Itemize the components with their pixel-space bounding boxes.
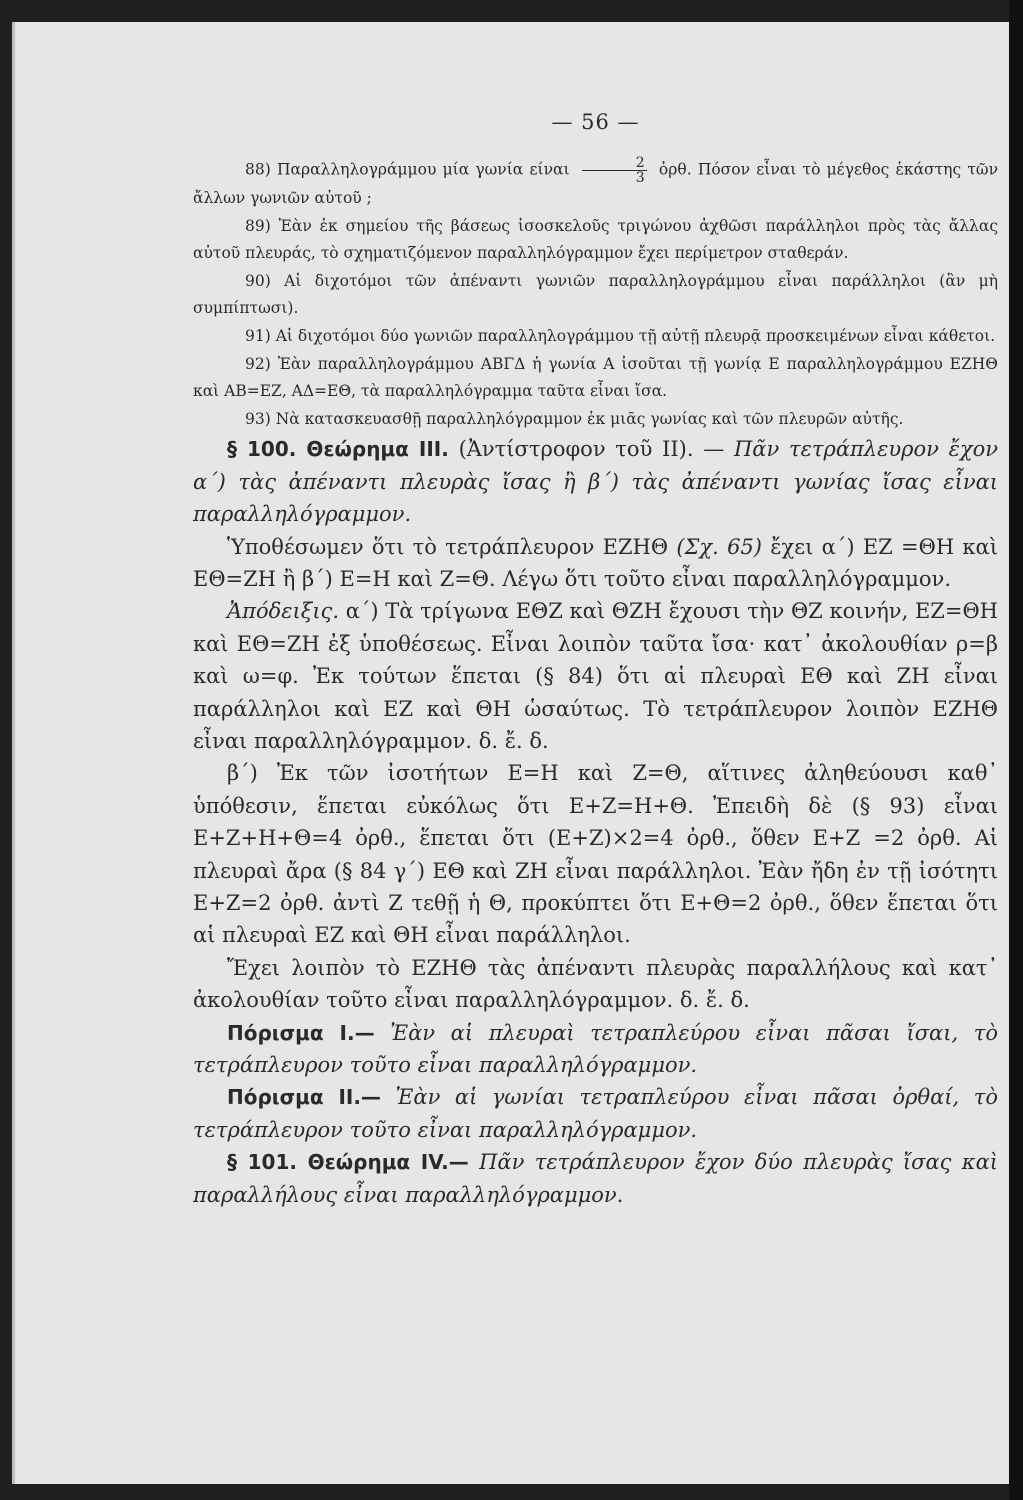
page-text: [193, 100, 998, 1211]
scan-edge: [1009, 0, 1023, 1500]
theorem-statement: Πᾶν τετράπλευρον ἔχον α΄) τὰς ἀπέναντι πλευρὰς ἴσας ἢ β΄) τὰς ἀπέναντι γωνίας ἴσας εἶναι παραλληλόγραμμον.: [193, 437, 999, 527]
exercise-91: 91) Αἱ διχοτόμοι δύο γωνιῶν παραλληλογράμμου τῇ αὐτῇ πλευρᾷ προσκειμένων εἶναι κάθετοι.: [245, 326, 996, 345]
corollary-2: [193, 1081, 998, 1146]
theorem-statement: Πᾶν τετράπλευρον ἔχον δύο πλευρὰς ἴσας καὶ παραλλήλους εἶναι παραλληλόγραμμον.: [193, 1150, 998, 1207]
exercise-93: 93) Νὰ κατασκευασθῇ παραλληλόγραμμον ἐκ μιᾶς γωνίας καὶ τῶν πλευρῶν αὐτῆς.: [245, 409, 904, 428]
corollary-1: [193, 1017, 998, 1082]
theorem-100-heading: [193, 433, 998, 530]
figure-reference: (Σχ. 65): [676, 534, 762, 559]
exercises: [193, 156, 998, 433]
page-number: — 56 —: [551, 110, 640, 134]
section-subtitle: (Ἀντίστροφον τοῦ II). —: [458, 437, 725, 462]
exercise-text: ὀρθ. Πόσον εἶναι τὸ μέγεθος ἑκάστης τῶν ἄλλων γωνιῶν αὐτοῦ ;: [193, 160, 998, 207]
section-label: § 101. Θεώρημα IV.—: [227, 1150, 469, 1175]
theorem-101-heading: [193, 1146, 998, 1211]
paragraph-proof-b: β΄) Ἐκ τῶν ἰσοτήτων Ε=Η καὶ Ζ=Θ, αἵτινες ἀληθεύουσι καθ᾽ ὑπόθεσιν, ἕπεται εὐκόλως ὅτι Ε+Ζ=Η+Θ. Ἐπειδὴ δὲ (§ 93) εἶναι Ε+Ζ+Η+Θ=4 ὀρθ., ἕπεται ὅτι (Ε+Ζ)×2=4 ὀρθ., ὅθεν Ε+Ζ =2 ὀρθ. Αἱ πλευραὶ ἄρα (§ 84 γ΄) ΕΘ καὶ ΖΗ εἶναι παράλληλοι. Ἐὰν ἤδη ἐν τῇ ἰσότητι Ε+Ζ=2 ὀρθ. ἀντὶ Ζ τεθῇ ἡ Θ, προκύπτει ὅτι Ε+Θ=2 ὀρθ., ὅθεν ἕπεται ὅτι αἱ πλευραὶ ΕΖ καὶ ΘΗ εἶναι παράλληλοι.: [193, 761, 998, 948]
fraction-denominator: 3: [635, 170, 645, 186]
fraction-numerator: 2: [582, 156, 647, 171]
exercise-89: 89) Ἐὰν ἐκ σημείου τῆς βάσεως ἰσοσκελοῦς τριγώνου ἀχθῶσι παράλληλοι πρὸς τὰς ἄλλας αὐτοῦ πλευράς, τὸ σχηματιζόμενον παραλληλόγραμμον ἔχει περίμετρον σταθεράν.: [193, 216, 998, 263]
exercise-90: 90) Αἱ διχοτόμοι τῶν ἀπέναντι γωνιῶν παραλληλογράμμου εἶναι παράλληλοι (ἂν μὴ συμπίπτωσι).: [193, 271, 998, 318]
paragraph-proof: [193, 595, 998, 757]
exercise-92: 92) Ἐὰν παραλληλογράμμου ΑΒΓΔ ἡ γωνία Α ἰσοῦται τῇ γωνίᾳ Ε παραλληλογράμμου ΕΖΗΘ καὶ ΑΒ=ΕΖ, ΑΔ=ΕΘ, τὰ παραλληλόγραμμα ταῦτα εἶναι ἴσα.: [193, 354, 998, 401]
corollary-label: Πόρισμα II.—: [227, 1085, 381, 1110]
paragraph-text: Ὑποθέσωμεν ὅτι τὸ τετράπλευρον ΕΖΗΘ: [227, 534, 669, 559]
theorem-section: [193, 433, 998, 1211]
paragraph-text: α΄) Τὰ τρίγωνα ΕΘΖ καὶ ΘΖΗ ἔχουσι τὴν ΘΖ κοινήν, ΕΖ=ΘΗ καὶ ΕΘ=ΖΗ ἐξ ὑποθέσεως. Εἶναι λοιπὸν ταῦτα ἴσα· κατ᾽ ἀκολουθίαν ρ=β καὶ ω=φ. Ἐκ τούτων ἕπεται (§ 84) ὅτι αἱ πλευραὶ ΕΘ καὶ ΖΗ εἶναι παράλληλοι καὶ ΕΖ καὶ ΘΗ ὡσαύτως. Τὸ τετράπλευρον λοιπὸν ΕΖΗΘ εἶναι παραλληλόγραμμον. δ. ἔ. δ.: [193, 599, 998, 753]
section-label: § 100. Θεώρημα III.: [227, 437, 449, 462]
exercise-88: [193, 156, 998, 213]
corollary-label: Πόρισμα I.—: [227, 1020, 375, 1045]
corollary-text: Ἐὰν αἱ γωνίαι τετραπλεύρου εἶναι πᾶσαι ὀρθαί, τὸ τετράπλευρον τοῦτο εἶναι παραλληλόγραμμον.: [193, 1085, 998, 1142]
exercise-text: 88) Παραλληλογράμμου μία γωνία είναι: [245, 160, 570, 179]
fraction: [582, 156, 647, 185]
proof-label: Ἀπόδειξις.: [227, 599, 339, 624]
corollary-text: Ἐὰν αἱ πλευραὶ τετραπλεύρου εἶναι πᾶσαι ἴσαι, τὸ τετράπλευρον τοῦτο εἶναι παραλληλόγραμμον.: [193, 1020, 998, 1078]
paragraph-conclusion: Ἔχει λοιπὸν τὸ ΕΖΗΘ τὰς ἀπέναντι πλευρὰς παραλλήλους καὶ κατ᾽ ἀκολουθίαν τοῦτο εἶναι παραλληλόγραμμον. δ. ἔ. δ.: [193, 955, 998, 1013]
paragraph-text: ἔχει α΄) ΕΖ =ΘΗ καὶ ΕΘ=ΖΗ ἢ β΄) Ε=Η καὶ Ζ=Θ. Λέγω ὅτι τοῦτο εἶναι παραλληλόγραμμον.: [193, 534, 998, 591]
paragraph-hypothesis: [193, 531, 998, 596]
